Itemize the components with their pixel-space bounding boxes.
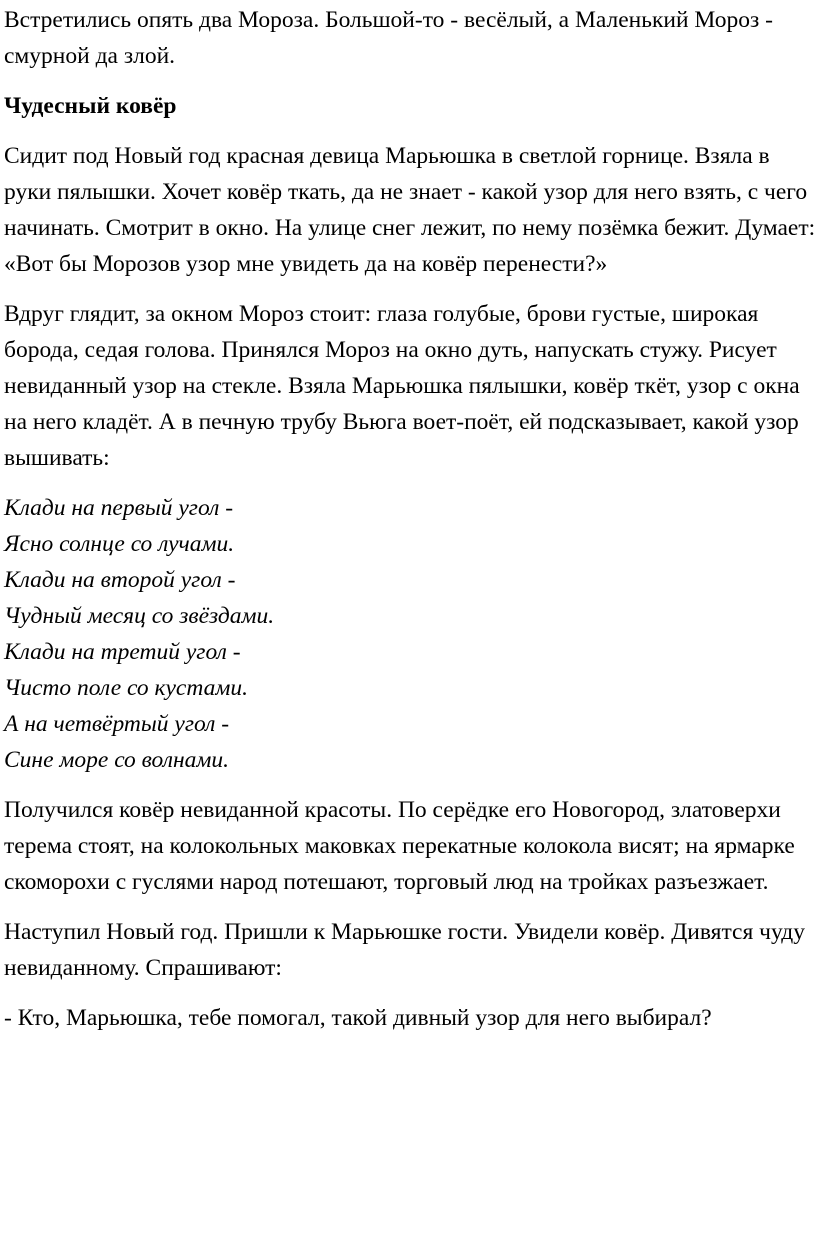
story-paragraph-4: Наступил Новый год. Пришли к Марьюшке гости. Увидели ковёр. Дивятся чуду невиданному. Спрашивают:: [4, 919, 805, 981]
poem-line: Чудный месяц со звёздами.: [4, 603, 275, 629]
story-paragraph-3: Получился ковёр невиданной красоты. По серёдке его Новогород, златоверхи терема стоят, на колокольных маковках перекатные колокола висят; на ярмарке скоморохи с гуслями народ потешают, торговый люд на тройках разъезжает.: [4, 797, 795, 895]
poem-line: Ясно солнце со лучами.: [4, 531, 235, 557]
story-paragraph-1: Сидит под Новый год красная девица Марьюшка в светлой горнице. Взяла в руки пялышки. Хочет ковёр ткать, да не знает - какой узор для него взять, с чего начинать. Смотрит в окно. На улице снег лежит, по нему позёмка бежит. Думает: «Вот бы Морозов узор мне увидеть да на ковёр перенести?»: [4, 143, 816, 277]
poem-line: Чисто поле со кустами.: [4, 675, 248, 701]
intro-paragraph: Встретились опять два Мороза. Большой-то - весёлый, а Маленький Мороз - смурной да злой.: [4, 7, 773, 69]
poem-line: А на четвёртый угол -: [4, 711, 230, 737]
story-paragraph-5: - Кто, Марьюшка, тебе помогал, такой дивный узор для него выбирал?: [4, 1005, 712, 1031]
poem-line: Клади на первый угол -: [4, 495, 234, 521]
poem-line: Сине море со волнами.: [4, 747, 229, 773]
poem-line: Клади на третий угол -: [4, 639, 241, 665]
story-title: Чудесный ковёр: [4, 93, 177, 119]
poem-line: Клади на второй угол -: [4, 567, 236, 593]
poem-block: [4, 490, 816, 778]
story-paragraph-2: Вдруг глядит, за окном Мороз стоит: глаза голубые, брови густые, широкая борода, седая голова. Принялся Мороз на окно дуть, напускать стужу. Рисует невиданный узор на стекле. Взяла Марьюшка пялышки, ковёр ткёт, узор с окна на него кладёт. А в печную трубу Вьюга воет-поёт, ей подсказывает, какой узор вышивать:: [4, 301, 800, 471]
